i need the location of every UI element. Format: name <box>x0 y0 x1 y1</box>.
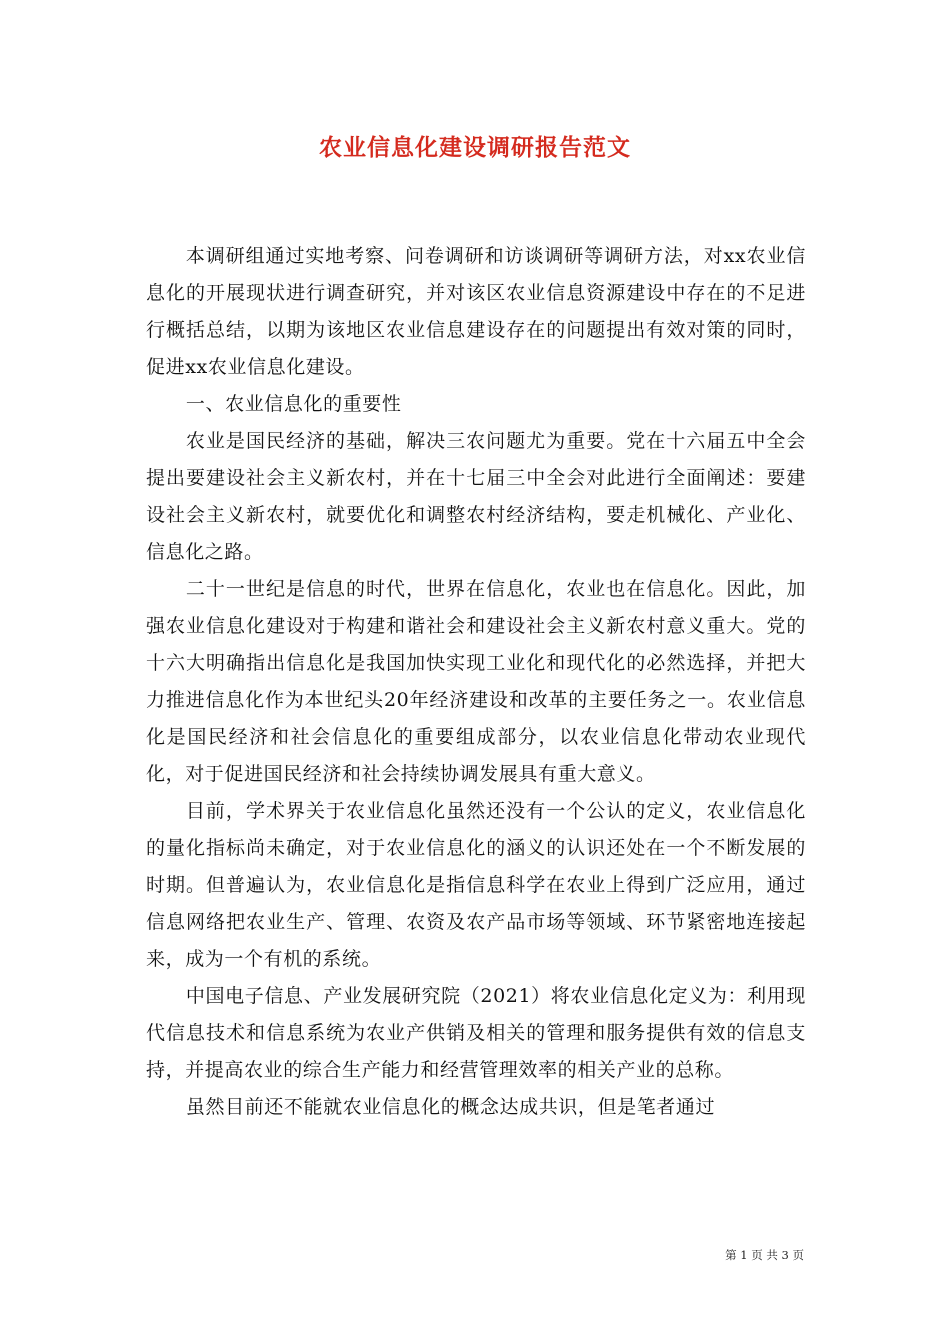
paragraph-intro: 本调研组通过实地考察、问卷调研和访谈调研等调研方法，对xx农业信息化的开展现状进行调查研究，并对该区农业信息资源建设中存在的不足进行概括总结，以期为该地区农业信息建设存在的问题提出有效对策的同时，促进xx农业信息化建设。 <box>146 245 806 378</box>
paragraph-information-era: 二十一世纪是信息的时代，世界在信息化，农业也在信息化。因此，加强农业信息化建设对于构建和谐社会和建设社会主义新农村意义重大。党的十六大明确指出信息化是我国加快实现工业化和现代化的必然选择，并把大力推进信息化作为本世纪头20年经济建设和改革的主要任务之一。农业信息化是国民经济和社会信息化的重要组成部分，以农业信息化带动农业现代化，对于促进国民经济和社会持续协调发展具有重大意义。 <box>146 578 806 785</box>
paragraph-consensus: 虽然目前还不能就农业信息化的概念达成共识，但是笔者通过 <box>185 1096 716 1118</box>
paragraph-definition-status: 目前，学术界关于农业信息化虽然还没有一个公认的定义，农业信息化的量化指标尚未确定，对于农业信息化的涵义的认识还处在一个不断发展的时期。但普遍认为，农业信息化是指信息科学在农业上得到广泛应用，通过信息网络把农业生产、管理、农资及农产品市场等领域、环节紧密地连接起来，成为一个有机的系统。 <box>146 800 806 970</box>
document-body <box>146 238 806 1126</box>
page-number-footer: 第 1 页 共 3 页 <box>725 1248 804 1262</box>
paragraph-foundation: 农业是国民经济的基础，解决三农问题尤为重要。党在十六届五中全会提出要建设社会主义新农村，并在十七届三中全会对此进行全面阐述：要建设社会主义新农村，就要优化和调整农村经济结构，要走机械化、产业化、信息化之路。 <box>146 430 806 563</box>
section-heading: 一、农业信息化的重要性 <box>185 393 402 415</box>
document-title: 农业信息化建设调研报告范文 <box>319 134 631 161</box>
paragraph-ccid-definition: 中国电子信息、产业发展研究院（2021）将农业信息化定义为：利用现代信息技术和信息系统为农业产供销及相关的管理和服务提供有效的信息支持，并提高农业的综合生产能力和经营管理效率的相关产业的总称。 <box>146 985 806 1081</box>
